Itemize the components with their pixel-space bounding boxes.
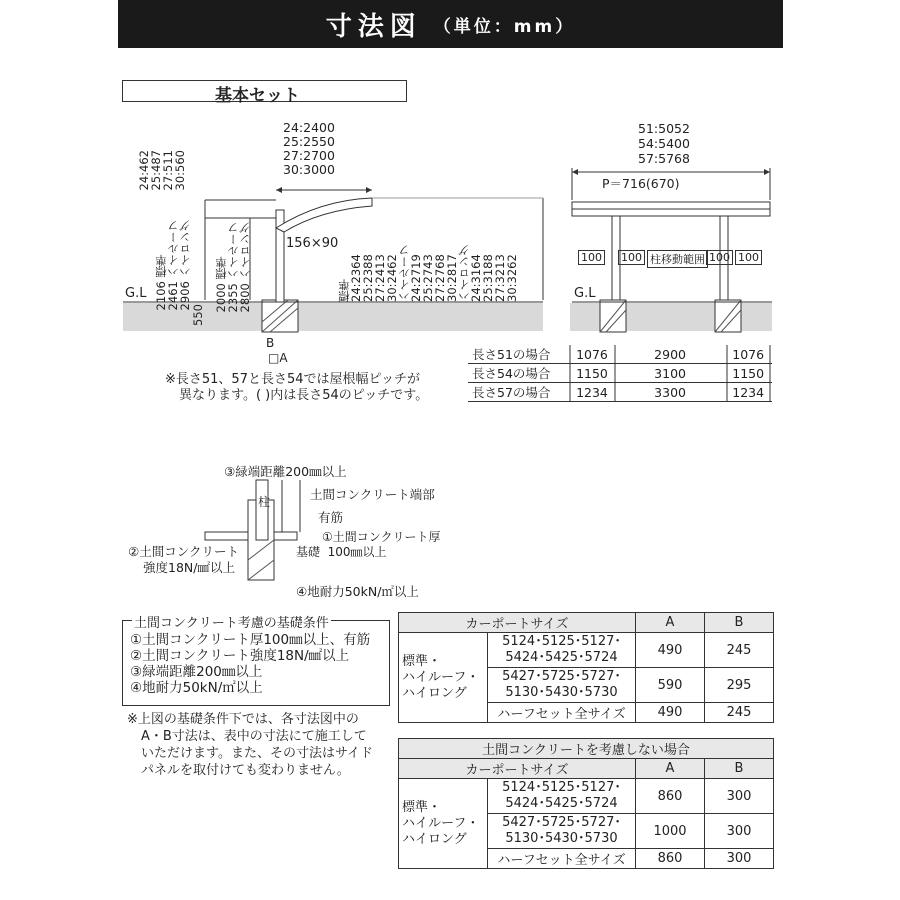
table-row: [399, 633, 774, 668]
size-line: 5130･5430･5730: [505, 685, 618, 700]
table-row: [399, 779, 774, 814]
group-line: ハイロング: [402, 685, 467, 701]
dim-cell: 1076: [724, 345, 772, 364]
pitch-label: P＝716(670): [602, 176, 680, 191]
left-height: 2106 標準: [154, 254, 168, 311]
section-label: 基本セット: [215, 86, 300, 106]
label-a-text: A: [279, 351, 288, 365]
size-line: 5124･5125･5127･: [502, 634, 621, 649]
top-height: 27:511: [161, 150, 175, 191]
table-header-row: [399, 759, 774, 779]
top-height: 25:487: [149, 150, 163, 191]
size-line: 5130･5430･5730: [505, 831, 618, 846]
right-height: 27:2768: [433, 254, 447, 302]
dim-table: [468, 345, 772, 402]
width-label: 24:2400: [283, 120, 335, 135]
post-detail: [256, 480, 271, 540]
note-line: いただけます。また、その寸法はサイド: [141, 746, 374, 761]
sizes-cell: [488, 814, 636, 849]
col-header: A: [636, 759, 705, 779]
right-height: 30:2462: [385, 254, 399, 302]
slab-thickness-label: ①土間コンクリート厚: [322, 530, 441, 544]
post-size: 156×90: [286, 236, 339, 251]
right-height: ハイルーフ: [397, 244, 411, 302]
half-label-cell: ハーフセット全サイズ: [488, 703, 636, 723]
condition-item: ③緑端距離200㎜以上: [130, 664, 263, 680]
half-label-cell: ハーフセット全サイズ: [488, 849, 636, 869]
dim-cell: 1234: [724, 383, 772, 402]
table-row: [468, 364, 772, 383]
slab-strength-value: 強度18N/㎟以上: [143, 560, 235, 575]
col-header: カーポートサイズ: [399, 759, 636, 779]
dim-cell: 3300: [616, 383, 725, 402]
ground-label-side: G.L: [125, 286, 147, 301]
b-cell: 300: [705, 779, 774, 814]
group-cell: [399, 779, 488, 869]
b-cell: 300: [705, 814, 774, 849]
size-table-1: [398, 612, 774, 723]
group-line: ハイルーフ・: [402, 815, 480, 831]
table-title-row: [399, 739, 774, 759]
size-line: 5424･5425･5724: [505, 650, 618, 665]
left-height: 2461 ハイルーフ: [166, 220, 180, 311]
post-label: 柱: [258, 495, 271, 509]
note-line: ※長さ51、57と長さ54では屋根幅ピッチが: [165, 372, 420, 387]
dim-cell: 長さ54の場合: [468, 364, 568, 383]
offset-left-1: 100: [578, 250, 605, 265]
b-cell: 300: [705, 849, 774, 869]
dim-cell: 長さ57の場合: [468, 383, 568, 402]
sizes-cell: [488, 668, 636, 703]
slab-strength-label: ②土間コンクリート: [128, 544, 239, 559]
base-text: 基礎: [296, 545, 321, 559]
bearing-label: ④地耐力50kN/㎡以上: [296, 584, 419, 599]
mid-height: 2000 標準: [214, 256, 228, 313]
edge-distance-label: ③緑端距離200㎜以上: [224, 464, 347, 479]
table-row: [468, 345, 772, 364]
size-line: 5424･5425･5724: [505, 796, 618, 811]
pitch-note: [165, 372, 428, 404]
mid-height: 2355 ハイルーフ: [226, 222, 240, 313]
b-cell: 295: [705, 668, 774, 703]
slab-edge-label: 土間コンクリート端部: [310, 487, 435, 502]
length-label: 54:5400: [638, 136, 690, 151]
group-cell: [399, 633, 488, 723]
dim-cell: 1150: [724, 364, 772, 383]
a-cell: 860: [636, 849, 705, 869]
dim-cell: 1234: [568, 383, 616, 402]
width-label: 30:3000: [283, 162, 335, 177]
right-height: 25:2743: [421, 254, 435, 302]
a-cell: 1000: [636, 814, 705, 849]
slab-thickness-min: 100㎜以上: [327, 545, 387, 559]
dim-cell: 3100: [616, 364, 725, 383]
width-label: 27:2700: [283, 148, 335, 163]
condition-item: ①土間コンクリート厚100㎜以上、有筋: [130, 632, 371, 648]
move-range-label: 柱移動範囲: [647, 250, 708, 268]
group-line: ハイルーフ・: [402, 669, 480, 685]
condition-item: ④地耐力50kN/㎡以上: [130, 680, 263, 696]
table-header-row: [399, 613, 774, 633]
a-cell: 860: [636, 779, 705, 814]
depth-label: 550: [191, 304, 205, 326]
condition-item: ②土間コンクリート強度18N/㎟以上: [130, 648, 350, 664]
width-labels: [283, 121, 335, 177]
dim-cell: 1076: [568, 345, 616, 364]
top-heights: [138, 150, 186, 190]
mid-height: 2800 ハイロング: [238, 222, 252, 313]
length-label: 57:5768: [638, 151, 690, 166]
right-height: 24:2719: [409, 254, 423, 302]
group-line: 標準・: [402, 799, 442, 815]
right-height: 標準: [337, 279, 351, 302]
rebar-label: 有筋: [318, 510, 344, 525]
right-height: 27:2413: [373, 254, 387, 302]
col-header: B: [705, 613, 774, 633]
note-line: パネルを取付けても変わりません。: [141, 763, 350, 778]
width-label: 25:2550: [283, 134, 335, 149]
note-line: 異なります。( )内は長さ54のピッチです。: [179, 388, 429, 403]
group-line: 標準・: [402, 653, 442, 669]
base-label: [296, 543, 387, 560]
size-table-2: [398, 738, 774, 869]
a-cell: 590: [636, 668, 705, 703]
a-cell: 490: [636, 633, 705, 668]
dim-cell: 2900: [616, 345, 725, 364]
a-cell: 490: [636, 703, 705, 723]
sizes-cell: [488, 779, 636, 814]
right-heights: [338, 222, 518, 302]
col-header: カーポートサイズ: [399, 613, 636, 633]
length-labels: [638, 121, 690, 166]
top-height: 30:560: [173, 150, 187, 191]
offset-left-2: 100: [618, 250, 645, 265]
left-heights: [155, 220, 191, 310]
dim-cell: 1150: [568, 364, 616, 383]
size-line: 5427･5725･5727･: [502, 669, 621, 684]
ground-label-front: G.L: [574, 286, 596, 301]
conditions-title: 土間コンクリート考慮の基礎条件: [132, 612, 331, 631]
right-height: 27:3213: [493, 254, 507, 302]
mid-heights: [215, 222, 251, 312]
label-a: □A: [268, 351, 288, 365]
table-row: [468, 383, 772, 402]
offset-right-2: 100: [735, 250, 762, 265]
b-cell: 245: [705, 703, 774, 723]
b-cell: 245: [705, 633, 774, 668]
page-title: 寸法図: [325, 11, 422, 42]
label-b: B: [266, 336, 275, 350]
offset-right-1: 100: [706, 250, 733, 265]
size-line: 5427･5725･5727･: [502, 815, 621, 830]
unit-label: （単位：mm）: [433, 16, 576, 37]
right-height: 30:2817: [445, 254, 459, 302]
dim-cell: 長さ51の場合: [468, 345, 568, 364]
note-line: A・B寸法は、表中の寸法にて施工して: [141, 729, 367, 744]
col-header: B: [705, 759, 774, 779]
right-height: 25:2388: [361, 254, 375, 302]
note-line: ※上図の基礎条件下では、各寸法図中の: [127, 712, 359, 727]
col-header: A: [636, 613, 705, 633]
length-label: 51:5052: [638, 121, 690, 136]
conditions-note: [127, 711, 373, 779]
sizes-cell: [488, 633, 636, 668]
right-height: 30:3262: [505, 254, 519, 302]
left-height: 2906 ハイロング: [178, 220, 192, 311]
right-height: 25:3188: [481, 254, 495, 302]
size-line: 5124･5125･5127･: [502, 780, 621, 795]
top-height: 24:462: [137, 150, 151, 191]
group-line: ハイロング: [402, 831, 467, 847]
right-height: 24:2364: [349, 254, 363, 302]
table-title: 土間コンクリートを考慮しない場合: [399, 739, 774, 759]
right-height: 24:3164: [469, 254, 483, 302]
right-height: ハイロング: [457, 244, 471, 302]
conditions-list: [130, 632, 370, 696]
